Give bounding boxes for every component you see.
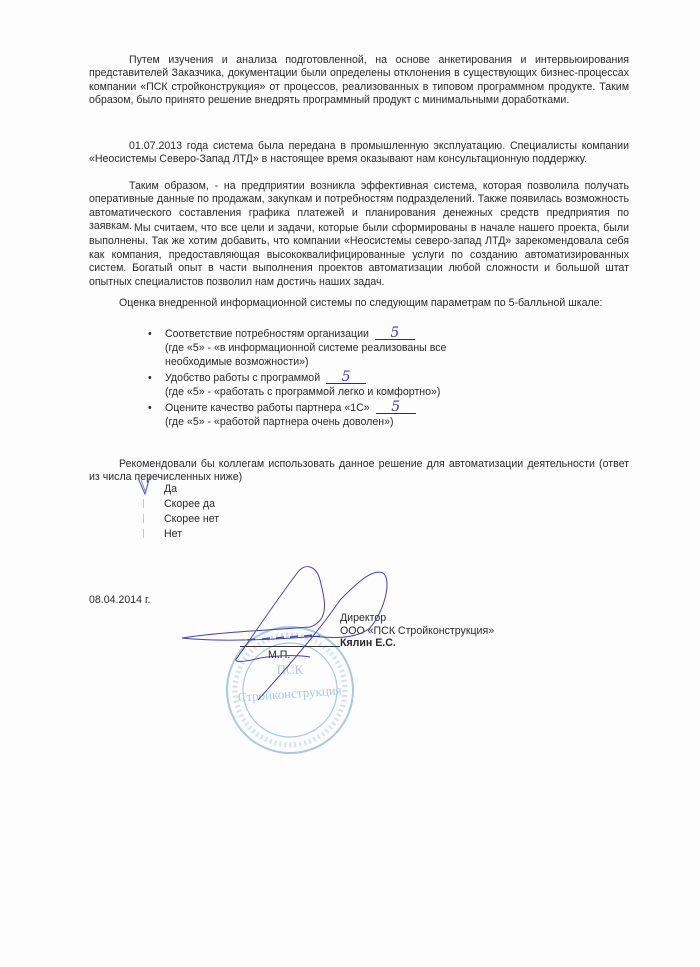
rating-label: Оцените качество работы партнера «1С»	[165, 402, 370, 414]
rating-score: 5	[326, 371, 366, 384]
document-date: 08.04.2014 г.	[89, 594, 151, 606]
option-label: Скорее да	[164, 498, 215, 510]
signatory-name: Кялин Е.С.	[340, 637, 396, 649]
stamp-text-top: ПСК	[276, 662, 304, 677]
recommend-question: Рекомендовали бы коллегам использовать данное решение для автоматизации деятельности (ответ из числа перечисленных ниже)	[89, 458, 629, 484]
rating-score: 5	[375, 327, 415, 340]
paragraph-effective-system: Таким образом, - на предприятии возникла эффективная система, которая позволила получать оперативные данные по продажам, закупкам и потребностям подразделений. Также появилась возможность автоматического составления графика платежей и планирования денежных средств предприятия по заявкам.	[89, 180, 629, 233]
rating-label: Удобство работы с программой	[165, 372, 321, 384]
option-label: Да	[164, 483, 178, 495]
paragraph-analysis: Путем изучения и анализа подготовленной, на основе анкетирования и интервьюирования представителей Заказчика, документации были определены отклонения в существующих бизнес-процессах компании «ПСК стройконструкция» от процессов, реализованных в типовом программном продукте. Таким образом, было принято решение внедрять программный продукт с минимальными доработками.	[89, 54, 629, 107]
bullet-icon: •	[148, 372, 152, 384]
paragraph-rating-intro: Оценка внедренной информационной системы по следующим параметрам по 5-балльной шкале:	[119, 297, 603, 309]
stamp-text-center: Стройконструкция	[237, 682, 343, 705]
signatory-company: ООО «ПСК Стройконструкция»	[340, 624, 495, 637]
option-label: Скорее нет	[164, 513, 220, 525]
option-label: Нет	[164, 528, 183, 540]
paragraph-deployment: 01.07.2013 года система была передана в промышленную эксплуатацию. Специалисты компании «Неосистемы Северо-Запад ЛТД» в настоящее время оказывают нам консультационную поддержку.	[89, 140, 629, 166]
bullet-icon: •	[148, 402, 152, 414]
bullet-icon: •	[148, 328, 152, 340]
rating-score: 5	[376, 401, 416, 414]
signature-stroke-1	[182, 567, 324, 662]
signatory-title: Директор	[340, 612, 387, 624]
rating-note: (где «5» - «работой партнера очень доволен»)	[165, 416, 394, 428]
paragraph-goals-achieved: Мы считаем, что все цели и задачи, которые были сформированы в начале нашего проекта, были выполнены. Так же хотим добавить, что компании «Неосистемы северо-запад ЛТД» зарекомендовала себя как компания, предоставляющая высококвалифицированные услуги по созданию автоматизированных систем. Богатый опыт в части выполнения проектов автоматизации любой сложности и большой штат опытных специалистов позволил нам достичь наших задач.	[89, 222, 629, 288]
rating-label: Соответствие потребностям организации	[165, 328, 369, 340]
stamp-placeholder: М.П.	[268, 649, 291, 661]
rating-note: (где «5» - «в информационной системе реализованы все необходимые возможности»)	[165, 342, 447, 368]
rating-note: (где «5» - «работать с программой легко и комфортно»)	[165, 386, 441, 398]
